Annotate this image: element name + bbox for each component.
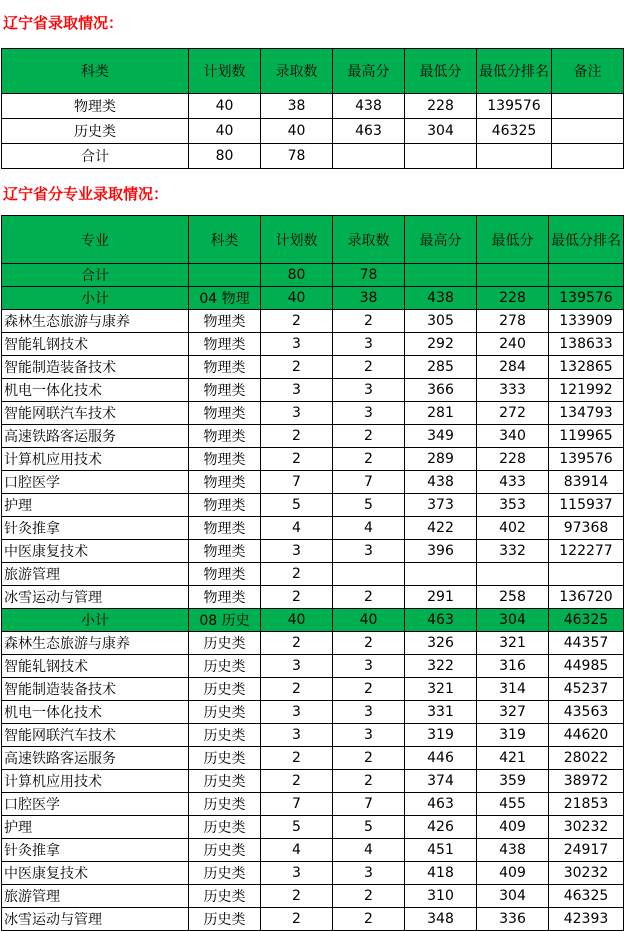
table-cell: 7: [333, 471, 405, 494]
table-cell: 305: [405, 310, 477, 333]
table-cell: 护理: [2, 494, 189, 517]
table-cell: 智能网联汽车技术: [2, 402, 189, 425]
table-cell: 历史类: [2, 119, 189, 144]
table-cell: 83914: [549, 471, 624, 494]
table-cell: 80: [261, 264, 333, 287]
table-cell: 455: [477, 793, 549, 816]
table-cell: 2: [261, 425, 333, 448]
table-cell: 物理类: [189, 540, 261, 563]
table-row: [2, 356, 624, 379]
table-cell: [405, 563, 477, 586]
table-row: [2, 310, 624, 333]
table-cell: 物理类: [189, 310, 261, 333]
table-cell: 122277: [549, 540, 624, 563]
table-cell: 2: [261, 770, 333, 793]
table-cell: 历史类: [189, 701, 261, 724]
table-row: [2, 333, 624, 356]
table-cell: 森林生态旅游与康养: [2, 632, 189, 655]
table-cell: 409: [477, 862, 549, 885]
table-row: [2, 747, 624, 770]
table-cell: 04 物理: [189, 287, 261, 310]
table-cell: 2: [333, 908, 405, 931]
table-cell: 5: [261, 494, 333, 517]
table-cell: 口腔医学: [2, 793, 189, 816]
table-cell: 护理: [2, 816, 189, 839]
table-cell: 智能轧钢技术: [2, 655, 189, 678]
table-cell: 2: [333, 310, 405, 333]
table-cell: 3: [261, 655, 333, 678]
table-cell: 小计: [2, 609, 189, 632]
table-cell: 旅游管理: [2, 885, 189, 908]
table-cell: 2: [261, 747, 333, 770]
table-cell: 4: [333, 839, 405, 862]
table-cell: 284: [477, 356, 549, 379]
table-cell: [552, 94, 624, 119]
table-cell: 139576: [549, 287, 624, 310]
table-cell: 计划数: [189, 49, 261, 94]
table-cell: 高速铁路客运服务: [2, 425, 189, 448]
table-cell: 336: [477, 908, 549, 931]
table-cell: 421: [477, 747, 549, 770]
table-cell: 373: [405, 494, 477, 517]
table-cell: 2: [261, 448, 333, 471]
table-cell: 304: [477, 885, 549, 908]
table-cell: 智能制造装备技术: [2, 356, 189, 379]
table-cell: 物理类: [189, 448, 261, 471]
table-cell: 44985: [549, 655, 624, 678]
header-row: [2, 49, 624, 94]
table-cell: 物理类: [189, 494, 261, 517]
table-cell: 463: [405, 609, 477, 632]
table-cell: 359: [477, 770, 549, 793]
table-cell: 374: [405, 770, 477, 793]
table-cell: [405, 144, 477, 169]
table-cell: 314: [477, 678, 549, 701]
table-cell: 46325: [549, 885, 624, 908]
table-cell: 3: [261, 724, 333, 747]
table-cell: 冰雪运动与管理: [2, 586, 189, 609]
table-cell: 304: [477, 609, 549, 632]
table-cell: 历史类: [189, 908, 261, 931]
table-cell: 42393: [549, 908, 624, 931]
table-cell: 438: [405, 287, 477, 310]
table-cell: 2: [333, 586, 405, 609]
table-cell: 80: [189, 144, 261, 169]
table-cell: 134793: [549, 402, 624, 425]
table-cell: [477, 563, 549, 586]
table-cell: 30232: [549, 816, 624, 839]
table-cell: 2: [261, 678, 333, 701]
table-cell: 396: [405, 540, 477, 563]
table-cell: 08 历史: [189, 609, 261, 632]
table-cell: 3: [333, 862, 405, 885]
subtotal-row: [2, 609, 624, 632]
table-cell: 2: [333, 425, 405, 448]
table-cell: 451: [405, 839, 477, 862]
table-cell: 物理类: [189, 425, 261, 448]
table-cell: 中医康复技术: [2, 862, 189, 885]
table-cell: 智能轧钢技术: [2, 333, 189, 356]
table-cell: 38972: [549, 770, 624, 793]
table-cell: 139576: [477, 94, 552, 119]
table-cell: 40: [189, 119, 261, 144]
table-row: [2, 793, 624, 816]
table-cell: 历史类: [189, 816, 261, 839]
table-cell: 5: [333, 494, 405, 517]
header-row: [2, 216, 624, 264]
table-cell: 2: [333, 885, 405, 908]
table-cell: 物理类: [2, 94, 189, 119]
table-cell: [549, 264, 624, 287]
table-cell: 3: [333, 655, 405, 678]
table-cell: 口腔医学: [2, 471, 189, 494]
table-cell: 历史类: [189, 724, 261, 747]
table-cell: 冰雪运动与管理: [2, 908, 189, 931]
table-cell: 专业: [2, 216, 189, 264]
table-cell: 科类: [189, 216, 261, 264]
table-cell: 物理类: [189, 563, 261, 586]
table-row: [2, 425, 624, 448]
table-cell: 3: [261, 333, 333, 356]
table-cell: 最低分排名: [477, 49, 552, 94]
table-cell: 438: [333, 94, 405, 119]
table-cell: 38: [333, 287, 405, 310]
table-cell: 45237: [549, 678, 624, 701]
table-cell: 历史类: [189, 885, 261, 908]
table-cell: 349: [405, 425, 477, 448]
table-cell: 历史类: [189, 678, 261, 701]
table-cell: 物理类: [189, 517, 261, 540]
table-cell: 智能制造装备技术: [2, 678, 189, 701]
table-cell: 最高分: [333, 49, 405, 94]
table-cell: 3: [261, 402, 333, 425]
table-cell: 2: [261, 563, 333, 586]
subtotal-row: [2, 287, 624, 310]
table-cell: 281: [405, 402, 477, 425]
section1-title: 辽宁省录取情况：: [3, 14, 124, 32]
table-cell: 304: [405, 119, 477, 144]
table-cell: 133909: [549, 310, 624, 333]
table-row: [2, 862, 624, 885]
table-row: [2, 586, 624, 609]
table-cell: 138633: [549, 333, 624, 356]
table-cell: 2: [333, 448, 405, 471]
table-cell: [549, 563, 624, 586]
table-cell: 合计: [2, 144, 189, 169]
table-cell: 44357: [549, 632, 624, 655]
table-row: [2, 494, 624, 517]
table-cell: 2: [261, 885, 333, 908]
table-row: [2, 379, 624, 402]
table-cell: 139576: [549, 448, 624, 471]
table-cell: 物理类: [189, 402, 261, 425]
table-cell: 机电一体化技术: [2, 379, 189, 402]
table-cell: [333, 563, 405, 586]
table-cell: 3: [333, 540, 405, 563]
table-cell: 2: [333, 356, 405, 379]
table-cell: 228: [477, 448, 549, 471]
table-cell: 310: [405, 885, 477, 908]
table-cell: [477, 264, 549, 287]
table-cell: 402: [477, 517, 549, 540]
table-row: [2, 471, 624, 494]
table-cell: 319: [405, 724, 477, 747]
table-row: [2, 908, 624, 931]
table-cell: 历史类: [189, 747, 261, 770]
table-cell: 3: [261, 540, 333, 563]
table-cell: 高速铁路客运服务: [2, 747, 189, 770]
table-cell: 21853: [549, 793, 624, 816]
table-cell: 353: [477, 494, 549, 517]
table-cell: 2: [333, 747, 405, 770]
table-cell: 物理类: [189, 471, 261, 494]
table-row: [2, 540, 624, 563]
table-cell: 291: [405, 586, 477, 609]
table-cell: 331: [405, 701, 477, 724]
table-cell: 40: [189, 94, 261, 119]
table-cell: 4: [261, 839, 333, 862]
table-cell: 44620: [549, 724, 624, 747]
table-cell: 438: [405, 471, 477, 494]
table-cell: 292: [405, 333, 477, 356]
table-row: [2, 816, 624, 839]
admission-summary-table: [1, 48, 624, 169]
table-cell: 2: [333, 770, 405, 793]
table-row: [2, 701, 624, 724]
table-cell: [405, 264, 477, 287]
table-cell: 258: [477, 586, 549, 609]
table-cell: 285: [405, 356, 477, 379]
table-cell: 最高分: [405, 216, 477, 264]
table-cell: 2: [333, 632, 405, 655]
table-cell: 119965: [549, 425, 624, 448]
table-cell: 物理类: [189, 379, 261, 402]
table-row: [2, 402, 624, 425]
table-cell: 463: [333, 119, 405, 144]
table-cell: [189, 264, 261, 287]
table-row: [2, 885, 624, 908]
table-cell: 计算机应用技术: [2, 448, 189, 471]
table-cell: 4: [261, 517, 333, 540]
major-admission-table: [1, 215, 624, 931]
table-cell: 历史类: [189, 770, 261, 793]
table-cell: 5: [333, 816, 405, 839]
table-cell: 2: [261, 356, 333, 379]
table-cell: 433: [477, 471, 549, 494]
table-cell: 最低分: [405, 49, 477, 94]
table-cell: 366: [405, 379, 477, 402]
table-cell: 3: [333, 379, 405, 402]
table-cell: 7: [261, 793, 333, 816]
table-cell: 历史类: [189, 793, 261, 816]
table-cell: 历史类: [189, 632, 261, 655]
table-row: [2, 632, 624, 655]
table-cell: 2: [261, 586, 333, 609]
table-cell: 278: [477, 310, 549, 333]
table-cell: 327: [477, 701, 549, 724]
table-cell: 2: [333, 678, 405, 701]
table-cell: 136720: [549, 586, 624, 609]
table-cell: 322: [405, 655, 477, 678]
table-cell: 最低分排名: [549, 216, 624, 264]
table-row: [2, 517, 624, 540]
table-row: [2, 563, 624, 586]
table-cell: 历史类: [189, 839, 261, 862]
table-cell: 3: [261, 701, 333, 724]
table-cell: 合计: [2, 264, 189, 287]
table-cell: 计算机应用技术: [2, 770, 189, 793]
table-cell: 24917: [549, 839, 624, 862]
table-cell: 418: [405, 862, 477, 885]
table-cell: 机电一体化技术: [2, 701, 189, 724]
table-cell: 422: [405, 517, 477, 540]
table-cell: 463: [405, 793, 477, 816]
table-cell: 3: [261, 379, 333, 402]
table-cell: 240: [477, 333, 549, 356]
table-cell: 2: [261, 908, 333, 931]
table-cell: 409: [477, 816, 549, 839]
table-cell: 旅游管理: [2, 563, 189, 586]
table-cell: 333: [477, 379, 549, 402]
table-cell: 289: [405, 448, 477, 471]
table-row: [2, 144, 624, 169]
table-cell: 物理类: [189, 333, 261, 356]
table-cell: 321: [477, 632, 549, 655]
table-row: [2, 94, 624, 119]
table-cell: 40: [261, 287, 333, 310]
table-cell: 5: [261, 816, 333, 839]
table-cell: 7: [261, 471, 333, 494]
table-cell: 计划数: [261, 216, 333, 264]
table-cell: 28022: [549, 747, 624, 770]
table-cell: 43563: [549, 701, 624, 724]
table-row: [2, 119, 624, 144]
table-cell: 446: [405, 747, 477, 770]
table-cell: 78: [261, 144, 333, 169]
table-row: [2, 724, 624, 747]
table-cell: 228: [477, 287, 549, 310]
table-cell: 321: [405, 678, 477, 701]
table-cell: 132865: [549, 356, 624, 379]
table-row: [2, 448, 624, 471]
table-cell: 326: [405, 632, 477, 655]
table-cell: 4: [333, 517, 405, 540]
table-cell: 40: [261, 609, 333, 632]
table-row: [2, 655, 624, 678]
table-cell: 3: [261, 862, 333, 885]
table-cell: [552, 119, 624, 144]
table-cell: 录取数: [333, 216, 405, 264]
table-cell: 3: [333, 724, 405, 747]
table-cell: 348: [405, 908, 477, 931]
table-cell: 录取数: [261, 49, 333, 94]
table-cell: 物理类: [189, 356, 261, 379]
table-cell: 121992: [549, 379, 624, 402]
table-cell: 针灸推拿: [2, 839, 189, 862]
section2-title: 辽宁省分专业录取情况：: [3, 185, 169, 203]
table-row: [2, 770, 624, 793]
table-cell: 340: [477, 425, 549, 448]
table-cell: 438: [477, 839, 549, 862]
table-cell: 97368: [549, 517, 624, 540]
table-cell: 40: [333, 609, 405, 632]
table-cell: 森林生态旅游与康养: [2, 310, 189, 333]
table-cell: 3: [333, 402, 405, 425]
table-cell: 中医康复技术: [2, 540, 189, 563]
table-cell: 智能网联汽车技术: [2, 724, 189, 747]
table-cell: 115937: [549, 494, 624, 517]
table-cell: [477, 144, 552, 169]
table-cell: 2: [261, 632, 333, 655]
table-cell: 科类: [2, 49, 189, 94]
table-cell: 历史类: [189, 655, 261, 678]
table-row: [2, 839, 624, 862]
table-cell: 2: [261, 310, 333, 333]
table-cell: 3: [333, 333, 405, 356]
table-cell: 272: [477, 402, 549, 425]
table-cell: [552, 144, 624, 169]
table-cell: 316: [477, 655, 549, 678]
table-cell: 40: [261, 119, 333, 144]
table-cell: 小计: [2, 287, 189, 310]
table-cell: 78: [333, 264, 405, 287]
table-cell: 332: [477, 540, 549, 563]
table-cell: 46325: [549, 609, 624, 632]
table-cell: 319: [477, 724, 549, 747]
table-cell: 历史类: [189, 862, 261, 885]
table-cell: 3: [333, 701, 405, 724]
table-cell: 7: [333, 793, 405, 816]
table-cell: 物理类: [189, 586, 261, 609]
table-cell: 备注: [552, 49, 624, 94]
table-cell: 最低分: [477, 216, 549, 264]
table-cell: [333, 144, 405, 169]
table-cell: 46325: [477, 119, 552, 144]
total-row: [2, 264, 624, 287]
table-cell: 426: [405, 816, 477, 839]
table-row: [2, 678, 624, 701]
table-cell: 38: [261, 94, 333, 119]
table-cell: 针灸推拿: [2, 517, 189, 540]
table-cell: 30232: [549, 862, 624, 885]
table-cell: 228: [405, 94, 477, 119]
